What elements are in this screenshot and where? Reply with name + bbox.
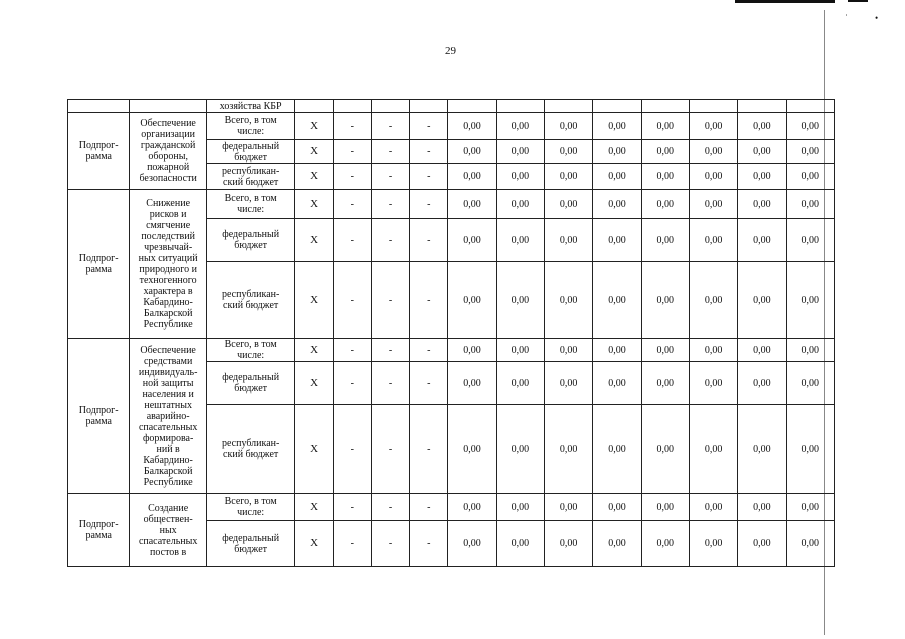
value-cell: 0,00 xyxy=(593,521,641,567)
value-cell: 0,00 xyxy=(786,140,834,164)
funding-source-cell: федеральный бюджет xyxy=(206,140,295,164)
value-cell: 0,00 xyxy=(738,339,786,362)
value-cell: 0,00 xyxy=(738,140,786,164)
funding-source-cell: республикан- ский бюджет xyxy=(206,262,295,339)
value-cell: 0,00 xyxy=(545,219,593,262)
value-cell: 0,00 xyxy=(641,140,689,164)
value-cell: 0,00 xyxy=(786,362,834,405)
table-cell xyxy=(496,100,544,113)
value-cell: 0,00 xyxy=(786,219,834,262)
funding-source-cell: Всего, в том числе: xyxy=(206,339,295,362)
value-cell: 0,00 xyxy=(545,140,593,164)
value-cell: 0,00 xyxy=(689,521,737,567)
dash-cell: - xyxy=(410,190,448,219)
value-cell: 0,00 xyxy=(545,190,593,219)
value-cell: 0,00 xyxy=(593,262,641,339)
value-cell: 0,00 xyxy=(641,190,689,219)
value-cell: 0,00 xyxy=(496,339,544,362)
value-cell: 0,00 xyxy=(496,521,544,567)
marker-cell: Х xyxy=(295,164,333,190)
program-name-cell: Обеспечение организации гражданской обороны, пожарной безопасности xyxy=(130,113,206,190)
funding-source-cell: Всего, в том числе: xyxy=(206,113,295,140)
value-cell: 0,00 xyxy=(448,494,496,521)
value-cell: 0,00 xyxy=(689,339,737,362)
marker-cell: Х xyxy=(295,494,333,521)
value-cell: 0,00 xyxy=(738,494,786,521)
funding-source-cell: Всего, в том числе: xyxy=(206,494,295,521)
program-name-cell: Обеспечение средствами индивидуаль- ной защиты населения и нештатных аварийно- спасательных формирова- ний в Кабардино- Балкарской Республике xyxy=(130,339,206,494)
table-cell xyxy=(68,100,130,113)
value-cell: 0,00 xyxy=(689,113,737,140)
value-cell: 0,00 xyxy=(641,262,689,339)
dash-cell: - xyxy=(371,339,409,362)
value-cell: 0,00 xyxy=(448,405,496,494)
value-cell: 0,00 xyxy=(641,339,689,362)
dash-cell: - xyxy=(371,262,409,339)
dash-cell: - xyxy=(371,164,409,190)
value-cell: 0,00 xyxy=(689,362,737,405)
program-type-cell: Подпрог- рамма xyxy=(68,339,130,494)
value-cell: 0,00 xyxy=(593,362,641,405)
value-cell: 0,00 xyxy=(689,164,737,190)
marker-cell: Х xyxy=(295,113,333,140)
value-cell: 0,00 xyxy=(448,521,496,567)
value-cell: 0,00 xyxy=(786,494,834,521)
value-cell: 0,00 xyxy=(593,339,641,362)
program-name-cell: Создание обществен- ных спасательных постов в xyxy=(130,494,206,567)
marker-cell: Х xyxy=(295,140,333,164)
value-cell: 0,00 xyxy=(738,362,786,405)
dash-cell: - xyxy=(371,521,409,567)
value-cell: 0,00 xyxy=(496,405,544,494)
table-cell xyxy=(593,100,641,113)
value-cell: 0,00 xyxy=(641,521,689,567)
value-cell: 0,00 xyxy=(545,262,593,339)
value-cell: 0,00 xyxy=(593,494,641,521)
dash-cell: - xyxy=(410,521,448,567)
value-cell: 0,00 xyxy=(496,219,544,262)
marker-cell: Х xyxy=(295,219,333,262)
value-cell: 0,00 xyxy=(786,405,834,494)
value-cell: 0,00 xyxy=(545,339,593,362)
value-cell: 0,00 xyxy=(593,113,641,140)
dash-cell: - xyxy=(410,113,448,140)
funding-source-cell: республикан- ский бюджет xyxy=(206,405,295,494)
funding-source-cell: Всего, в том числе: xyxy=(206,190,295,219)
value-cell: 0,00 xyxy=(496,362,544,405)
dash-cell: - xyxy=(333,405,371,494)
funding-source-cell: федеральный бюджет xyxy=(206,521,295,567)
value-cell: 0,00 xyxy=(448,339,496,362)
table-row xyxy=(68,100,835,113)
value-cell: 0,00 xyxy=(593,405,641,494)
value-cell: 0,00 xyxy=(545,494,593,521)
table-cell xyxy=(448,100,496,113)
value-cell: 0,00 xyxy=(593,164,641,190)
dash-cell: - xyxy=(410,339,448,362)
table-cell xyxy=(689,100,737,113)
value-cell: 0,00 xyxy=(738,219,786,262)
table-cell xyxy=(738,100,786,113)
value-cell: 0,00 xyxy=(545,164,593,190)
value-cell: 0,00 xyxy=(689,405,737,494)
table-cell xyxy=(786,100,834,113)
value-cell: 0,00 xyxy=(593,219,641,262)
dash-cell: - xyxy=(410,140,448,164)
value-cell: 0,00 xyxy=(641,405,689,494)
value-cell: 0,00 xyxy=(689,262,737,339)
program-name-cell: Снижение рисков и смягчение последствий чрезвычай- ных ситуаций природного и техногенного характера в Кабардино- Балкарской Республике xyxy=(130,190,206,339)
page-number: 29 xyxy=(445,45,456,57)
dash-cell: - xyxy=(333,219,371,262)
value-cell: 0,00 xyxy=(689,140,737,164)
dash-cell: - xyxy=(333,262,371,339)
table-cell xyxy=(295,100,333,113)
table-row xyxy=(68,494,835,521)
value-cell: 0,00 xyxy=(738,164,786,190)
value-cell: 0,00 xyxy=(448,219,496,262)
marker-cell: Х xyxy=(295,362,333,405)
value-cell: 0,00 xyxy=(545,521,593,567)
funding-source-cell: федеральный бюджет xyxy=(206,219,295,262)
value-cell: 0,00 xyxy=(786,113,834,140)
dash-cell: - xyxy=(410,262,448,339)
dash-cell: - xyxy=(410,362,448,405)
value-cell: 0,00 xyxy=(738,262,786,339)
dash-cell: - xyxy=(333,113,371,140)
program-type-cell: Подпрог- рамма xyxy=(68,494,130,567)
marker-cell: Х xyxy=(295,521,333,567)
table-cell xyxy=(641,100,689,113)
value-cell: 0,00 xyxy=(738,405,786,494)
dash-cell: - xyxy=(371,405,409,494)
value-cell: 0,00 xyxy=(448,362,496,405)
dash-cell: - xyxy=(410,405,448,494)
value-cell: 0,00 xyxy=(496,190,544,219)
value-cell: 0,00 xyxy=(641,164,689,190)
scan-dot: ʾ xyxy=(845,13,848,23)
value-cell: 0,00 xyxy=(786,190,834,219)
value-cell: 0,00 xyxy=(496,164,544,190)
budget-table xyxy=(67,99,835,567)
value-cell: 0,00 xyxy=(689,219,737,262)
dash-cell: - xyxy=(371,190,409,219)
value-cell: 0,00 xyxy=(448,262,496,339)
value-cell: 0,00 xyxy=(448,164,496,190)
scan-mark-top xyxy=(735,0,835,3)
value-cell: 0,00 xyxy=(448,140,496,164)
value-cell: 0,00 xyxy=(448,190,496,219)
value-cell: 0,00 xyxy=(545,362,593,405)
value-cell: 0,00 xyxy=(593,190,641,219)
dash-cell: - xyxy=(410,164,448,190)
value-cell: 0,00 xyxy=(496,140,544,164)
table-cell xyxy=(333,100,371,113)
dash-cell: - xyxy=(371,140,409,164)
table-cell: хозяйства КБР xyxy=(206,100,295,113)
table-cell xyxy=(371,100,409,113)
dash-cell: - xyxy=(371,219,409,262)
table-cell xyxy=(410,100,448,113)
table-row xyxy=(68,339,835,362)
dash-cell: - xyxy=(333,140,371,164)
value-cell: 0,00 xyxy=(738,190,786,219)
scan-mark-top-right xyxy=(848,0,868,2)
value-cell: 0,00 xyxy=(641,113,689,140)
value-cell: 0,00 xyxy=(786,521,834,567)
value-cell: 0,00 xyxy=(689,494,737,521)
value-cell: 0,00 xyxy=(689,190,737,219)
value-cell: 0,00 xyxy=(738,521,786,567)
value-cell: 0,00 xyxy=(786,339,834,362)
dash-cell: - xyxy=(333,190,371,219)
value-cell: 0,00 xyxy=(593,140,641,164)
table-row xyxy=(68,113,835,140)
dash-cell: - xyxy=(410,494,448,521)
funding-source-cell: федеральный бюджет xyxy=(206,362,295,405)
value-cell: 0,00 xyxy=(496,113,544,140)
marker-cell: Х xyxy=(295,339,333,362)
value-cell: 0,00 xyxy=(641,494,689,521)
dash-cell: - xyxy=(333,521,371,567)
table-cell xyxy=(545,100,593,113)
dash-cell: - xyxy=(333,339,371,362)
value-cell: 0,00 xyxy=(496,262,544,339)
value-cell: 0,00 xyxy=(496,494,544,521)
program-type-cell: Подпрог- рамма xyxy=(68,113,130,190)
dash-cell: - xyxy=(371,113,409,140)
dash-cell: - xyxy=(333,494,371,521)
value-cell: 0,00 xyxy=(641,219,689,262)
dash-cell: - xyxy=(333,362,371,405)
funding-source-cell: республикан- ский бюджет xyxy=(206,164,295,190)
value-cell: 0,00 xyxy=(448,113,496,140)
dash-cell: - xyxy=(333,164,371,190)
value-cell: 0,00 xyxy=(786,164,834,190)
value-cell: 0,00 xyxy=(786,262,834,339)
value-cell: 0,00 xyxy=(641,362,689,405)
marker-cell: Х xyxy=(295,405,333,494)
dash-cell: - xyxy=(371,362,409,405)
scan-dot: • xyxy=(875,13,879,23)
value-cell: 0,00 xyxy=(545,113,593,140)
value-cell: 0,00 xyxy=(738,113,786,140)
program-type-cell: Подпрог- рамма xyxy=(68,190,130,339)
marker-cell: Х xyxy=(295,190,333,219)
table-row xyxy=(68,190,835,219)
dash-cell: - xyxy=(410,219,448,262)
value-cell: 0,00 xyxy=(545,405,593,494)
marker-cell: Х xyxy=(295,262,333,339)
dash-cell: - xyxy=(371,494,409,521)
table-body xyxy=(68,100,835,567)
table-cell xyxy=(130,100,206,113)
